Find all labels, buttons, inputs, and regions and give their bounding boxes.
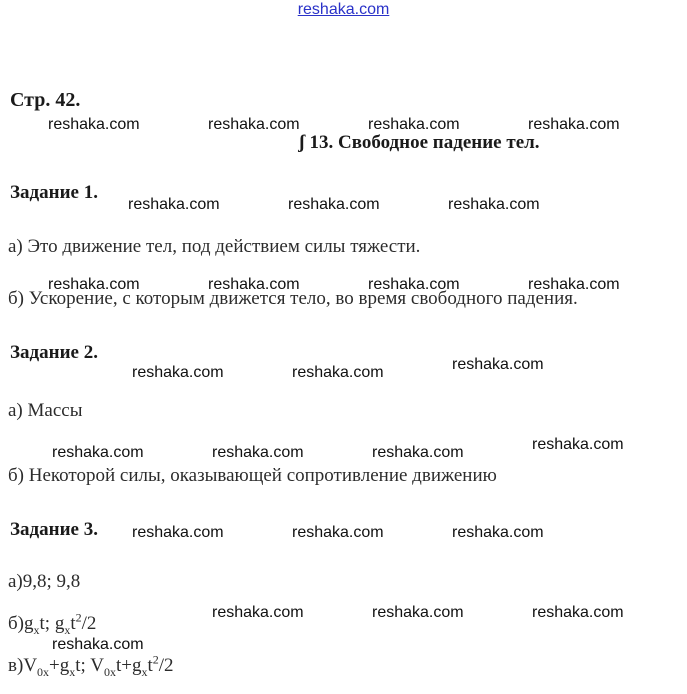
task-1-answer-b: б) Ускорение, с которым движется тело, во время свободного падения. (8, 288, 578, 309)
watermark-text: reshaka.com (52, 636, 144, 653)
watermark-text: reshaka.com (132, 364, 224, 381)
watermark-text: reshaka.com (452, 356, 544, 373)
watermark-text: reshaka.com (48, 276, 140, 293)
watermark-text: reshaka.com (528, 116, 620, 133)
watermark-text: reshaka.com (132, 524, 224, 541)
watermark-text: reshaka.com (532, 604, 624, 621)
watermark-text: reshaka.com (208, 116, 300, 133)
watermark-text: reshaka.com (292, 524, 384, 541)
watermark-text: reshaka.com (452, 524, 544, 541)
task-3-answer-b: $б)g_xt$; $g_xt^2/2$ (8, 610, 97, 637)
task-2-answer-a: а) Массы (8, 400, 83, 421)
task-3-answer-a: а)9,8; 9,8 (8, 571, 81, 592)
watermark-text: reshaka.com (448, 196, 540, 213)
task-1-answer-a: а) Это движение тел, под действием силы тяжести. (8, 236, 421, 257)
task-2-heading: Задание 2. (10, 342, 98, 363)
watermark-text: reshaka.com (128, 196, 220, 213)
watermark-text: reshaka.com (372, 444, 464, 461)
watermark-text: reshaka.com (48, 116, 140, 133)
watermark-text: reshaka.com (292, 364, 384, 381)
watermark-text: reshaka.com (368, 116, 460, 133)
watermark-text: reshaka.com (372, 604, 464, 621)
task-3-heading: Задание 3. (10, 519, 98, 540)
task-1-heading: Задание 1. (10, 182, 98, 203)
watermark-text: reshaka.com (52, 444, 144, 461)
page-number: Стр. 42. (10, 89, 81, 111)
watermark-text: reshaka.com (212, 604, 304, 621)
watermark-text: reshaka.com (368, 276, 460, 293)
watermark-text: reshaka.com (208, 276, 300, 293)
site-header-link[interactable]: reshaka.com (297, 1, 390, 18)
watermark-text: reshaka.com (528, 276, 620, 293)
watermark-text: reshaka.com (212, 444, 304, 461)
task-3-answer-c: $в)V_{0x}+g_xt$; $V_{0x}t+g_xt^2/2$ (8, 652, 174, 679)
section-title: ʃ 13. Свободное падение тел. (299, 132, 540, 153)
watermark-text: reshaka.com (532, 436, 624, 453)
task-2-answer-b: б) Некоторой силы, оказывающей сопротивление движению (8, 465, 497, 486)
watermark-text: reshaka.com (288, 196, 380, 213)
